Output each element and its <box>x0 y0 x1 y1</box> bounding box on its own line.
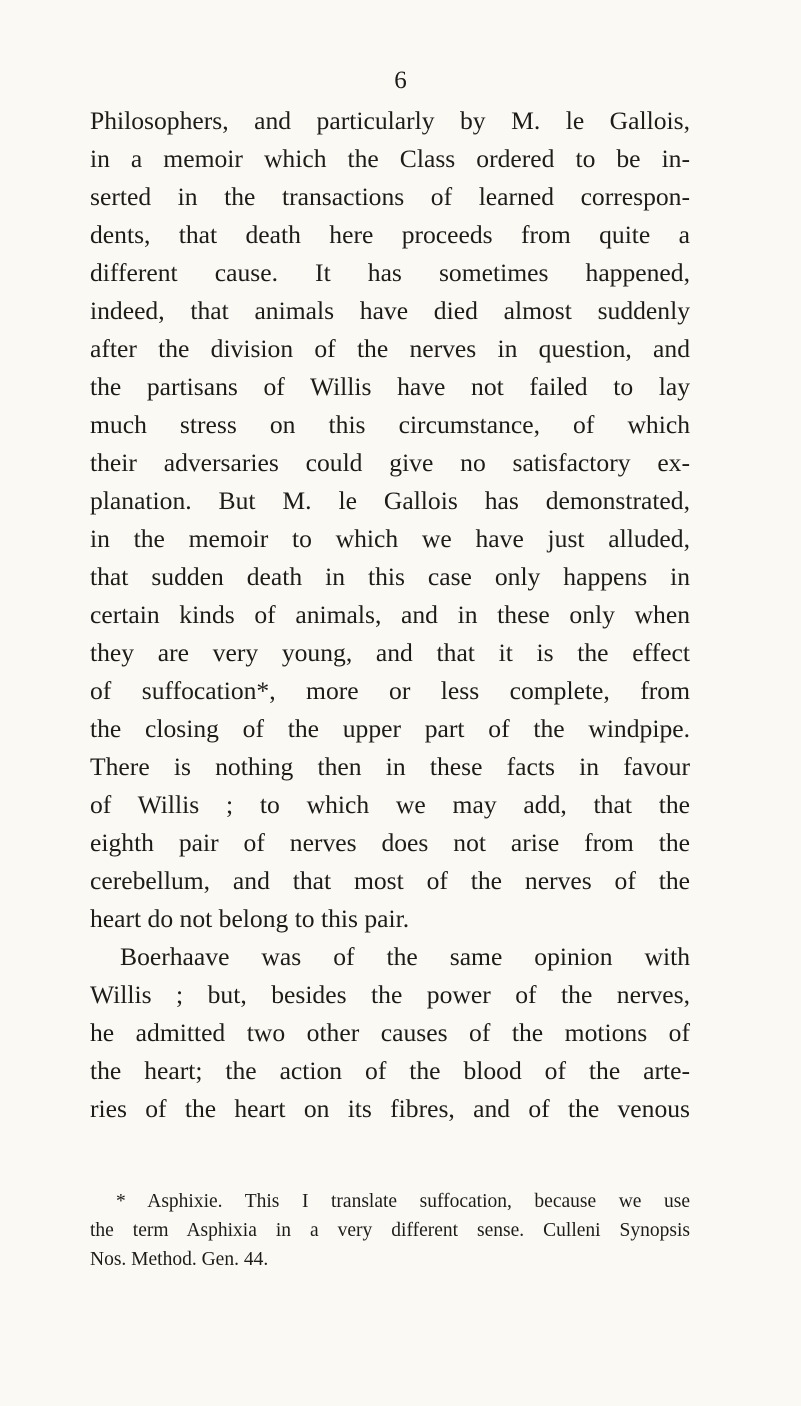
footnote-line: the term Asphixia in a very different sense. Culleni Synopsis <box>90 1220 690 1241</box>
text-line: different cause. It has sometimes happened, <box>90 258 690 287</box>
text-line: eighth pair of nerves does not arise from the <box>90 828 690 857</box>
text-line: their adversaries could give no satisfactory ex- <box>90 448 690 477</box>
text-line: he admitted two other causes of the motions of <box>90 1018 690 1047</box>
text-line: heart do not belong to this pair. <box>90 904 410 933</box>
page-number: 6 <box>394 67 407 94</box>
text-line: Willis ; but, besides the power of the nerves, <box>90 980 690 1009</box>
text-line: indeed, that animals have died almost suddenly <box>90 296 690 325</box>
text-line: Philosophers, and particularly by M. le Gallois, <box>90 106 690 135</box>
body-text <box>90 102 690 1128</box>
text-line: of suffocation*, more or less complete, from <box>90 676 690 705</box>
text-line: they are very young, and that it is the effect <box>90 638 690 667</box>
text-line: ries of the heart on its fibres, and of the venous <box>90 1094 690 1123</box>
text-line: certain kinds of animals, and in these only when <box>90 600 690 629</box>
text-line: after the division of the nerves in question, and <box>90 334 690 363</box>
text-line: cerebellum, and that most of the nerves of the <box>90 866 690 895</box>
text-line: much stress on this circumstance, of which <box>90 410 690 439</box>
text-line: There is nothing then in these facts in favour <box>90 752 690 781</box>
text-line: that sudden death in this case only happens in <box>90 562 690 591</box>
text-line: of Willis ; to which we may add, that the <box>90 790 690 819</box>
text-line: serted in the transactions of learned correspon- <box>90 182 690 211</box>
text-line: the heart; the action of the blood of the arte- <box>90 1056 690 1085</box>
text-line: the partisans of Willis have not failed to lay <box>90 372 690 401</box>
text-line: dents, that death here proceeds from quite a <box>90 220 690 249</box>
footnote-line: Nos. Method. Gen. 44. <box>90 1249 269 1270</box>
footnote-line: * Asphixie. This I translate suffocation, because we use <box>116 1191 690 1212</box>
text-line: in a memoir which the Class ordered to be in- <box>90 144 690 173</box>
footnote <box>90 1187 690 1274</box>
text-line: Boerhaave was of the same opinion with <box>120 942 690 971</box>
text-line: the closing of the upper part of the windpipe. <box>90 714 690 743</box>
text-line: planation. But M. le Gallois has demonstrated, <box>90 486 690 515</box>
text-line: in the memoir to which we have just alluded, <box>90 524 690 553</box>
